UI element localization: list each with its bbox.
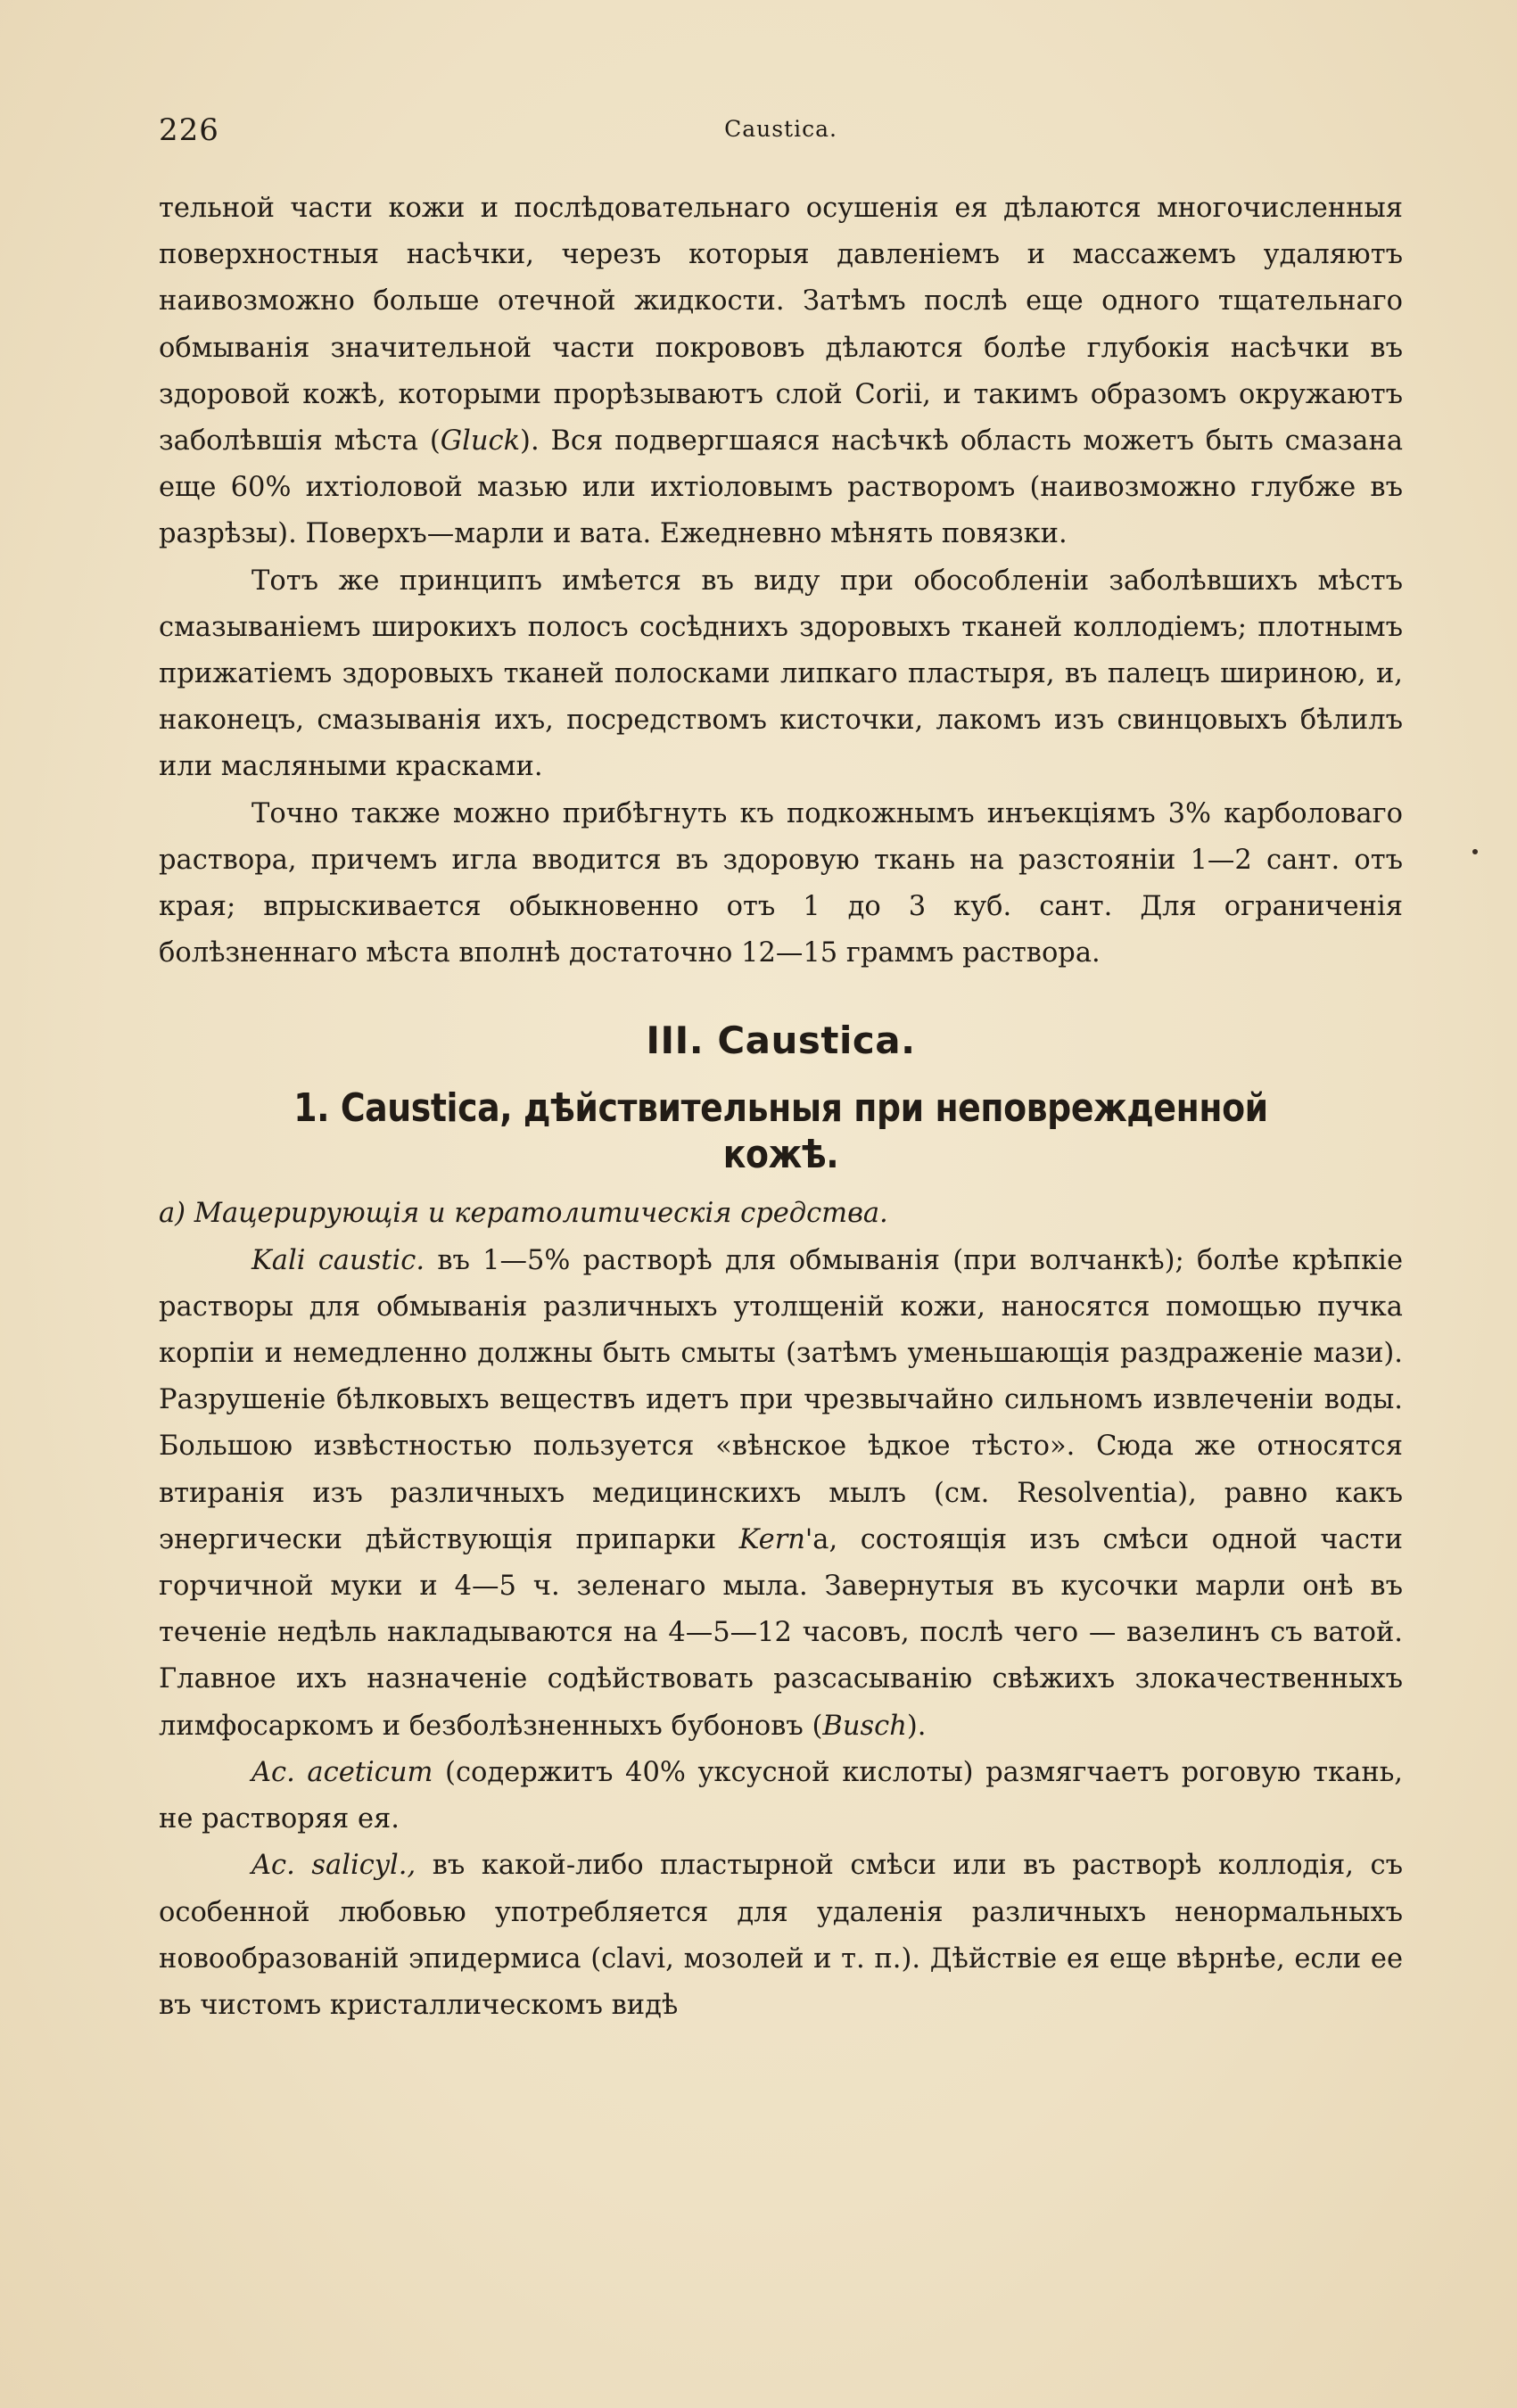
paragraph-2: Тотъ же принципъ имѣется въ виду при обособленіи заболѣвшихъ мѣстъ смазываніемъ широкихъ полосъ сосѣднихъ здоровыхъ тканей коллодіемъ; плотнымъ прижатіемъ здоровыхъ тканей полосками липкаго пластыря, въ палецъ шириною, и, наконецъ, смазыванія ихъ, посредствомъ кисточки, лакомъ изъ свинцовыхъ бѣлилъ или масляными красками. (159, 565, 1403, 783)
entry-acetic-acid (159, 1750, 1403, 1843)
kali-text-3: ). (906, 1710, 927, 1742)
paragraph-1-rest: Вся подвергшаяся насѣчкѣ область можетъ быть смазана еще 60% ихтіоловой мазью или ихтіоловымъ растворомъ (наивозможно глубже въ разрѣзы). Поверхъ—марли и вата. Ежедневно мѣнять повязки. (159, 425, 1403, 550)
author-close-paren: ). (520, 425, 540, 458)
author-kern: Kern (738, 1523, 805, 1555)
kali-text-2: 'а, состоящія изъ смѣси одной части горчичной муки и 4—5 ч. зеленаго мыла. Завернутыя въ кусочки марли онѣ въ теченіе недѣль накладываются на 4—5—12 часовъ, послѣ чего — вазелинъ съ ватой. Главное ихъ назначеніе содѣйствовать разсасыванію свѣжихъ злокачественныхъ лимфосаркомъ и безболѣзненныхъ бубоновъ ( (159, 1523, 1403, 1742)
acetic-text: (содержитъ 40% уксусной кислоты) размягчаетъ роговую ткань, не растворяя ея. (159, 1756, 1403, 1835)
term-kali-caustic: Kali caustic. (251, 1244, 425, 1276)
section-heading-iii: III. Caustica. (646, 1018, 916, 1063)
salicyl-text: въ какой-либо пластырной смѣси или въ растворѣ коллодія, съ особенной любовью употребляется для удаленія различныхъ ненормальныхъ новообразованій эпидермиса (clavi, мозолей и т. п.). Дѣйствіе ея еще вѣрнѣе, если ее въ чистомъ кристаллическомъ видѣ (159, 1850, 1403, 2021)
author-busch: Busch (822, 1710, 907, 1742)
term-acetic-acid: Ac. aceticum (251, 1756, 433, 1788)
paragraph-1-text: тельной части кожи и послѣдовательнаго осушенія ея дѣлаются многочисленныя поверхностныя насѣчки, черезъ которыя давленіемъ и массажемъ удаляютъ наивозможно больше отечной жидкости. Затѣмъ послѣ еще одного тщательнаго обмыванія значительной части покрововъ дѣлаются болѣе глубокія насѣчки въ здоровой кожѣ, которыми прорѣзываютъ слой Corii, и такимъ образомъ окружаютъ заболѣвшія мѣста (159, 193, 1403, 458)
term-salicylic-acid: Ac. salicyl., (251, 1850, 416, 1882)
running-title: Caustica. (724, 116, 837, 142)
kali-text-1: въ 1—5% растворѣ для обмыванія (при волчанкѣ); болѣе крѣпкіе растворы для обмыванія различныхъ утолщеній кожи, наносятся помощью пучка корпіи и немедленно должны быть смыты (затѣмъ уменьшающія раздраженіе мази). Разрушеніе бѣлковыхъ веществъ идетъ при чрезвычайно сильномъ извлеченіи воды. Большою извѣстностью пользуется «вѣнское ѣдкое тѣсто». Сюда же относятся втиранія изъ различныхъ медицинскихъ мылъ (см. Resolventia), равно какъ энергически дѣйствующія припарки (159, 1244, 1403, 1555)
page-body (159, 186, 1403, 2029)
subsection-heading-1: 1. Caustica, дѣйствительныя при неповрежденной кожѣ. (293, 1085, 1268, 1178)
subsection-heading-a: а) Мацерирующія и кератолитическія средства. (159, 1198, 888, 1230)
entry-salicylic-acid (159, 1843, 1403, 2029)
author-open-paren: ( (429, 425, 441, 458)
page-number: 226 (159, 112, 219, 148)
paragraph-3: Точно также можно прибѣгнуть къ подкожнымъ инъекціямъ 3% карболоваго раствора, причемъ игла вводится въ здоровую ткань на разстояніи 1—2 сант. отъ края; впрыскивается обыкновенно отъ 1 до 3 куб. сант. Для ограниченія болѣзненнаго мѣста вполнѣ достаточно 12—15 граммъ раствора. (159, 797, 1403, 969)
author-gluck: Gluck (440, 425, 521, 458)
running-header (159, 107, 1403, 161)
paragraph-1 (159, 186, 1403, 558)
entry-kali-caustic (159, 1238, 1403, 1750)
margin-dot (1472, 849, 1478, 854)
